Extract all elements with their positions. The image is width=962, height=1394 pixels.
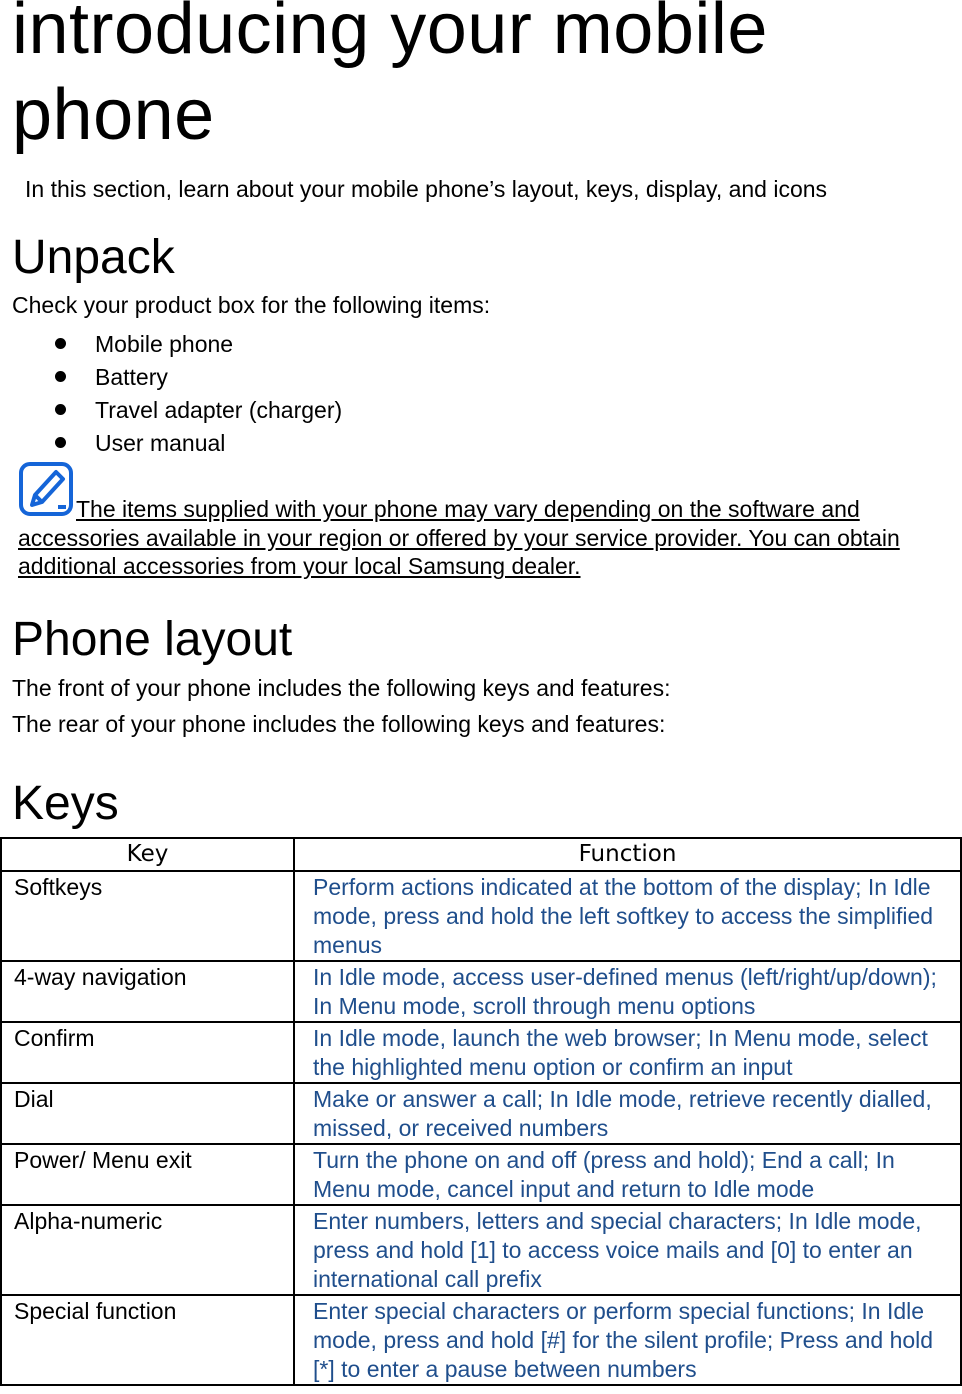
table-header-row [1, 838, 961, 871]
key-cell: Softkeys [1, 871, 294, 961]
table-row [1, 1295, 961, 1385]
key-cell: Alpha-numeric [1, 1205, 294, 1295]
table-row [1, 1022, 961, 1083]
function-cell: Perform actions indicated at the bottom of the display; In Idle mode, press and hold the left softkey to access the simplified menus [294, 871, 961, 961]
front-description: The front of your phone includes the following keys and features: [12, 675, 671, 701]
header-key: Key [1, 838, 294, 871]
keys-table [0, 837, 962, 1386]
table-row [1, 961, 961, 1022]
function-cell: Make or answer a call; In Idle mode, retrieve recently dialled, missed, or received numbers [294, 1083, 961, 1144]
key-cell: 4-way navigation [1, 961, 294, 1022]
unpack-description: Check your product box for the following items: [12, 292, 491, 318]
bullet-icon [55, 437, 66, 448]
function-cell: Turn the phone on and off (press and hold); End a call; In Menu mode, cancel input and return to Idle mode [294, 1144, 961, 1205]
phone-layout-heading: Phone layout [12, 613, 293, 666]
rear-description: The rear of your phone includes the following keys and features: [12, 711, 666, 737]
table-row [1, 871, 961, 961]
key-cell: Power/ Menu exit [1, 1144, 294, 1205]
keys-heading: Keys [12, 777, 119, 830]
bullet-icon [55, 404, 66, 415]
function-cell: Enter special characters or perform special functions; In Idle mode, press and hold [#] for the silent profile; Press and hold [*] to enter a pause between numbers [294, 1295, 961, 1385]
unpack-heading: Unpack [12, 231, 175, 284]
key-cell: Special function [1, 1295, 294, 1385]
section-intro: In this section, learn about your mobile phone’s layout, keys, display, and icons [25, 176, 828, 202]
function-cell: In Idle mode, launch the web browser; In Menu mode, select the highlighted menu option or confirm an input [294, 1022, 961, 1083]
key-cell: Dial [1, 1083, 294, 1144]
bullet-icon [55, 371, 66, 382]
page-title: introducing your mobile phone [12, 0, 768, 155]
table-row [1, 1083, 961, 1144]
key-cell: Confirm [1, 1022, 294, 1083]
table-row [1, 1144, 961, 1205]
bullet-icon [55, 338, 66, 349]
function-cell: Enter numbers, letters and special characters; In Idle mode, press and hold [1] to access voice mails and [0] to enter an international call prefix [294, 1205, 961, 1295]
table-row [1, 1205, 961, 1295]
header-function: Function [294, 838, 961, 871]
note-text: The items supplied with your phone may vary depending on the software and accessories available in your region or offered by your service provider. You can obtain additional accessories from your local Samsung dealer. [18, 496, 900, 579]
function-cell: In Idle mode, access user-defined menus (left/right/up/down); In Menu mode, scroll through menu options [294, 961, 961, 1022]
